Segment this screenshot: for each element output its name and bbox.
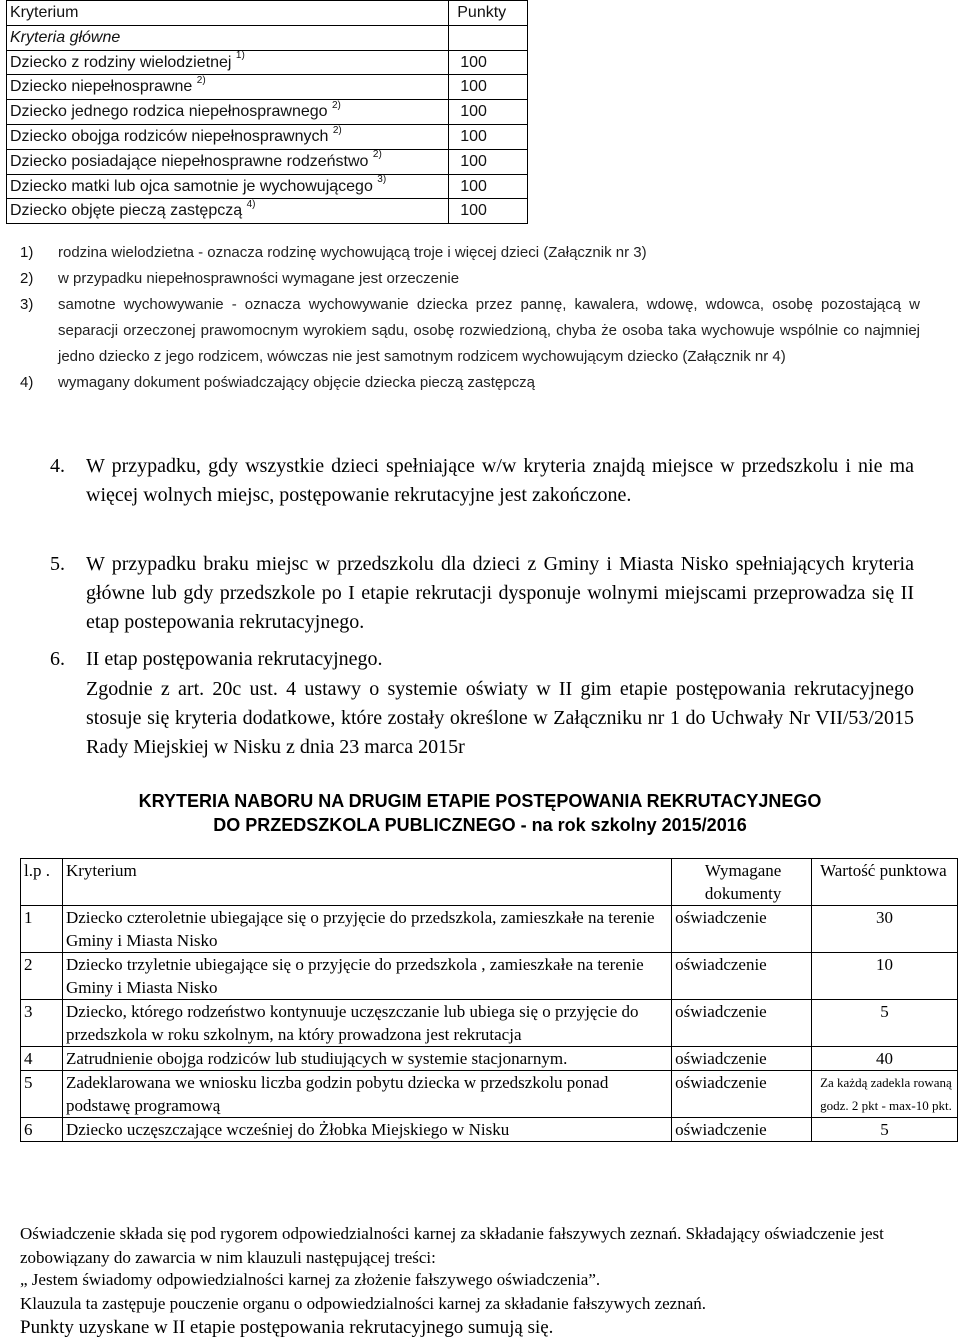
criterion-cell: Dziecko uczęszczające wcześniej do Żłobka Miejskiego w Nisku: [62, 1118, 671, 1142]
header-kryterium: Kryterium: [7, 1, 449, 26]
points-cell: 30: [812, 906, 958, 953]
paragraph-number: 5.: [50, 553, 65, 575]
footnote-number: 1): [20, 244, 34, 261]
paragraph-text: W przypadku braku miejsc w przedszkolu dla dzieci z Gminy i Miasta Nisko spełniających kryteria główne lub gdy przedszkole po I etapie rekrutacji dysponuje wolnymi miejscami przeprowadza się II etap postepowania rekrutacyjnego.: [86, 553, 914, 633]
paragraph-text: W przypadku, gdy wszystkie dzieci spełniające w/w kryteria znajdą miejsce w przedszkolu i nie ma więcej wolnych miejsc, postępowanie rekrutacyjne jest zakończone.: [86, 455, 914, 506]
lp-cell: 1: [21, 906, 63, 953]
points-cell: 10: [812, 953, 958, 1000]
footnote-text: w przypadku niepełnosprawności wymagane jest orzeczenie: [58, 270, 460, 287]
footnote-4: [20, 370, 920, 396]
criterion-cell: [7, 124, 449, 149]
points-cell: 100: [449, 50, 528, 75]
second-stage-criteria-table: [20, 858, 958, 1142]
table-row: [7, 75, 528, 100]
main-criteria-table: [6, 0, 528, 224]
points-cell: 40: [812, 1047, 958, 1071]
document-cell: oświadczenie: [672, 1000, 812, 1047]
criterion-cell: [7, 50, 449, 75]
footnotes: [20, 240, 920, 396]
document-cell: oświadczenie: [672, 1071, 812, 1118]
table-row: [21, 953, 958, 1000]
points-cell: 100: [449, 100, 528, 125]
criterion-label: Dziecko matki lub ojca samotnie je wychowującego: [10, 177, 373, 195]
section-heading: [0, 789, 960, 837]
footnote-1: [20, 240, 920, 266]
header-lp: l.p .: [21, 859, 63, 906]
footnote-ref: 2): [372, 149, 382, 161]
criterion-cell: [7, 174, 449, 199]
criterion-cell: [7, 100, 449, 125]
heading-line-1: KRYTERIA NABORU NA DRUGIM ETAPIE POSTĘPOWANIA REKRUTACYJNEGO: [138, 791, 822, 811]
footnote-ref: 2): [196, 75, 206, 87]
table-row: [7, 149, 528, 174]
criterion-cell: [7, 199, 449, 224]
paragraph-6: [50, 645, 914, 674]
table-row: [21, 1047, 958, 1071]
paragraph-text: II etap postępowania rekrutacyjnego.: [86, 648, 383, 670]
footnote-ref: 4): [246, 199, 256, 211]
points-cell: 100: [449, 124, 528, 149]
footnote-ref: 2): [332, 124, 342, 136]
criterion-label: Dziecko obojga rodziców niepełnosprawnych: [10, 127, 329, 145]
footer-summary: Punkty uzyskane w II etapie postępowania rekrutacyjnego sumują się.: [20, 1317, 554, 1338]
table-row: [21, 1000, 958, 1047]
footer-note: Klauzula ta zastępuje pouczenie organu o odpowiedzialności karnej za składanie fałszywych zeznań.: [20, 1294, 707, 1313]
points-cell: Za każdą zadekla rowaną godz. 2 pkt - max-10 pkt.: [812, 1071, 958, 1118]
lp-cell: 3: [21, 1000, 63, 1047]
criterion-label: Dziecko posiadające niepełnosprawne rodzeństwo: [10, 152, 369, 170]
points-cell: 100: [449, 149, 528, 174]
footnote-3: [20, 292, 920, 370]
table-row: [21, 1071, 958, 1118]
document-cell: oświadczenie: [672, 1118, 812, 1142]
lp-cell: 5: [21, 1071, 63, 1118]
table-header-row: [7, 1, 528, 26]
paragraph-text: Zgodnie z art. 20c ust. 4 ustawy o systemie oświaty w II gim etapie postępowania rekrutacyjnego stosuje się kryteria dodatkowe, które zostały określone w Załączniku nr 1 do Uchwały Nr VII/53/2015 Rady Miejskiej w Nisku z dnia 23 marca 2015r: [86, 678, 914, 758]
table-row: [7, 124, 528, 149]
table-row: [7, 50, 528, 75]
lp-cell: 4: [21, 1047, 63, 1071]
footnote-ref: 2): [332, 99, 341, 111]
subheader-row: [7, 25, 528, 50]
footnote-number: 2): [20, 270, 34, 287]
document-cell: oświadczenie: [672, 953, 812, 1000]
footnote-ref: 3): [377, 174, 387, 186]
footnote-number: 3): [20, 296, 34, 313]
criterion-label: Dziecko objęte pieczą zastępczą: [10, 202, 243, 220]
header-wartosc: Wartość punktowa: [812, 859, 958, 906]
footnote-text: samotne wychowywanie - oznacza wychowywanie dziecka przez pannę, kawalera, wdowę, wdowca, osobę pozostającą w separacji orzeczonej prawomocnym wyrokiem sądu, osobę rozwiedzioną, chyba że osoba taka wychowuje wspólnie co najmniej jedno dziecko z jego rodzicem, wówczas nie jest samotnym rodzicem wychowującym dziecko (Załącznik nr 4): [58, 296, 920, 365]
subheader-kryteria-glowne: Kryteria główne: [7, 25, 449, 50]
document-cell: oświadczenie: [672, 1047, 812, 1071]
points-cell: 100: [449, 75, 528, 100]
criterion-cell: Zatrudnienie obojga rodziców lub studiujących w systemie stacjonarnym.: [62, 1047, 671, 1071]
criterion-cell: [7, 75, 449, 100]
table-row: [21, 1118, 958, 1142]
empty-cell: [449, 25, 528, 50]
paragraph-4: [50, 452, 914, 510]
document-cell: oświadczenie: [672, 906, 812, 953]
footnote-2: [20, 266, 920, 292]
points-cell: 5: [812, 1118, 958, 1142]
table-row: [7, 199, 528, 224]
table-header-row: [21, 859, 958, 906]
criterion-cell: Zadeklarowana we wniosku liczba godzin pobytu dziecka w przedszkolu ponad podstawę programową: [62, 1071, 671, 1118]
paragraph-zgodnie: [86, 675, 914, 762]
heading-line-2: DO PRZEDSZKOLA PUBLICZNEGO - na rok szkolny 2015/2016: [213, 815, 747, 835]
header-kryterium: Kryterium: [62, 859, 671, 906]
footnote-number: 4): [20, 374, 34, 391]
lp-cell: 2: [21, 953, 63, 1000]
criterion-cell: [7, 149, 449, 174]
footer-clause: „ Jestem świadomy odpowiedzialności karnej za złożenie fałszywego oświadczenia”.: [20, 1270, 601, 1289]
points-cell: 100: [449, 199, 528, 224]
paragraph-number: 6.: [50, 648, 65, 670]
footer-statement: Oświadczenie składa się pod rygorem odpowiedzialności karnej za składanie fałszywych zeznań. Składający oświadczenie jest zobowiązany do zawarcia w nim klauzuli następującej treści:: [20, 1224, 884, 1267]
points-cell: 100: [449, 174, 528, 199]
footnote-text: wymagany dokument poświadczający objęcie dziecka pieczą zastępczą: [58, 374, 535, 391]
footnote-text: rodzina wielodzietna - oznacza rodzinę wychowującą troje i więcej dzieci (Załącznik nr 3): [58, 244, 647, 261]
header-wymagane: Wymagane dokumenty: [672, 859, 812, 906]
paragraph-5: [50, 550, 914, 637]
table-row: [7, 100, 528, 125]
criterion-cell: Dziecko trzyletnie ubiegające się o przyjęcie do przedszkola , zamieszkałe na terenie Gminy i Miasta Nisko: [62, 953, 671, 1000]
criterion-label: Dziecko niepełnosprawne: [10, 78, 193, 96]
criterion-cell: Dziecko, którego rodzeństwo kontynuuje uczęszczanie lub ubiega się o przyjęcie do przedszkola w roku szkolnym, na który prowadzona jest rekrutacja: [62, 1000, 671, 1047]
criterion-cell: Dziecko czteroletnie ubiegające się o przyjęcie do przedszkola, zamieszkałe na terenie Gminy i Miasta Nisko: [62, 906, 671, 953]
criterion-label: Dziecko jednego rodzica niepełnosprawnego: [10, 103, 328, 121]
footnote-ref: 1): [235, 50, 245, 62]
header-punkty: Punkty: [449, 1, 528, 26]
criterion-label: Dziecko z rodziny wielodzietnej: [10, 53, 232, 71]
paragraph-number: 4.: [50, 455, 65, 477]
table-row: [7, 174, 528, 199]
table-row: [21, 906, 958, 953]
points-cell: 5: [812, 1000, 958, 1047]
lp-cell: 6: [21, 1118, 63, 1142]
